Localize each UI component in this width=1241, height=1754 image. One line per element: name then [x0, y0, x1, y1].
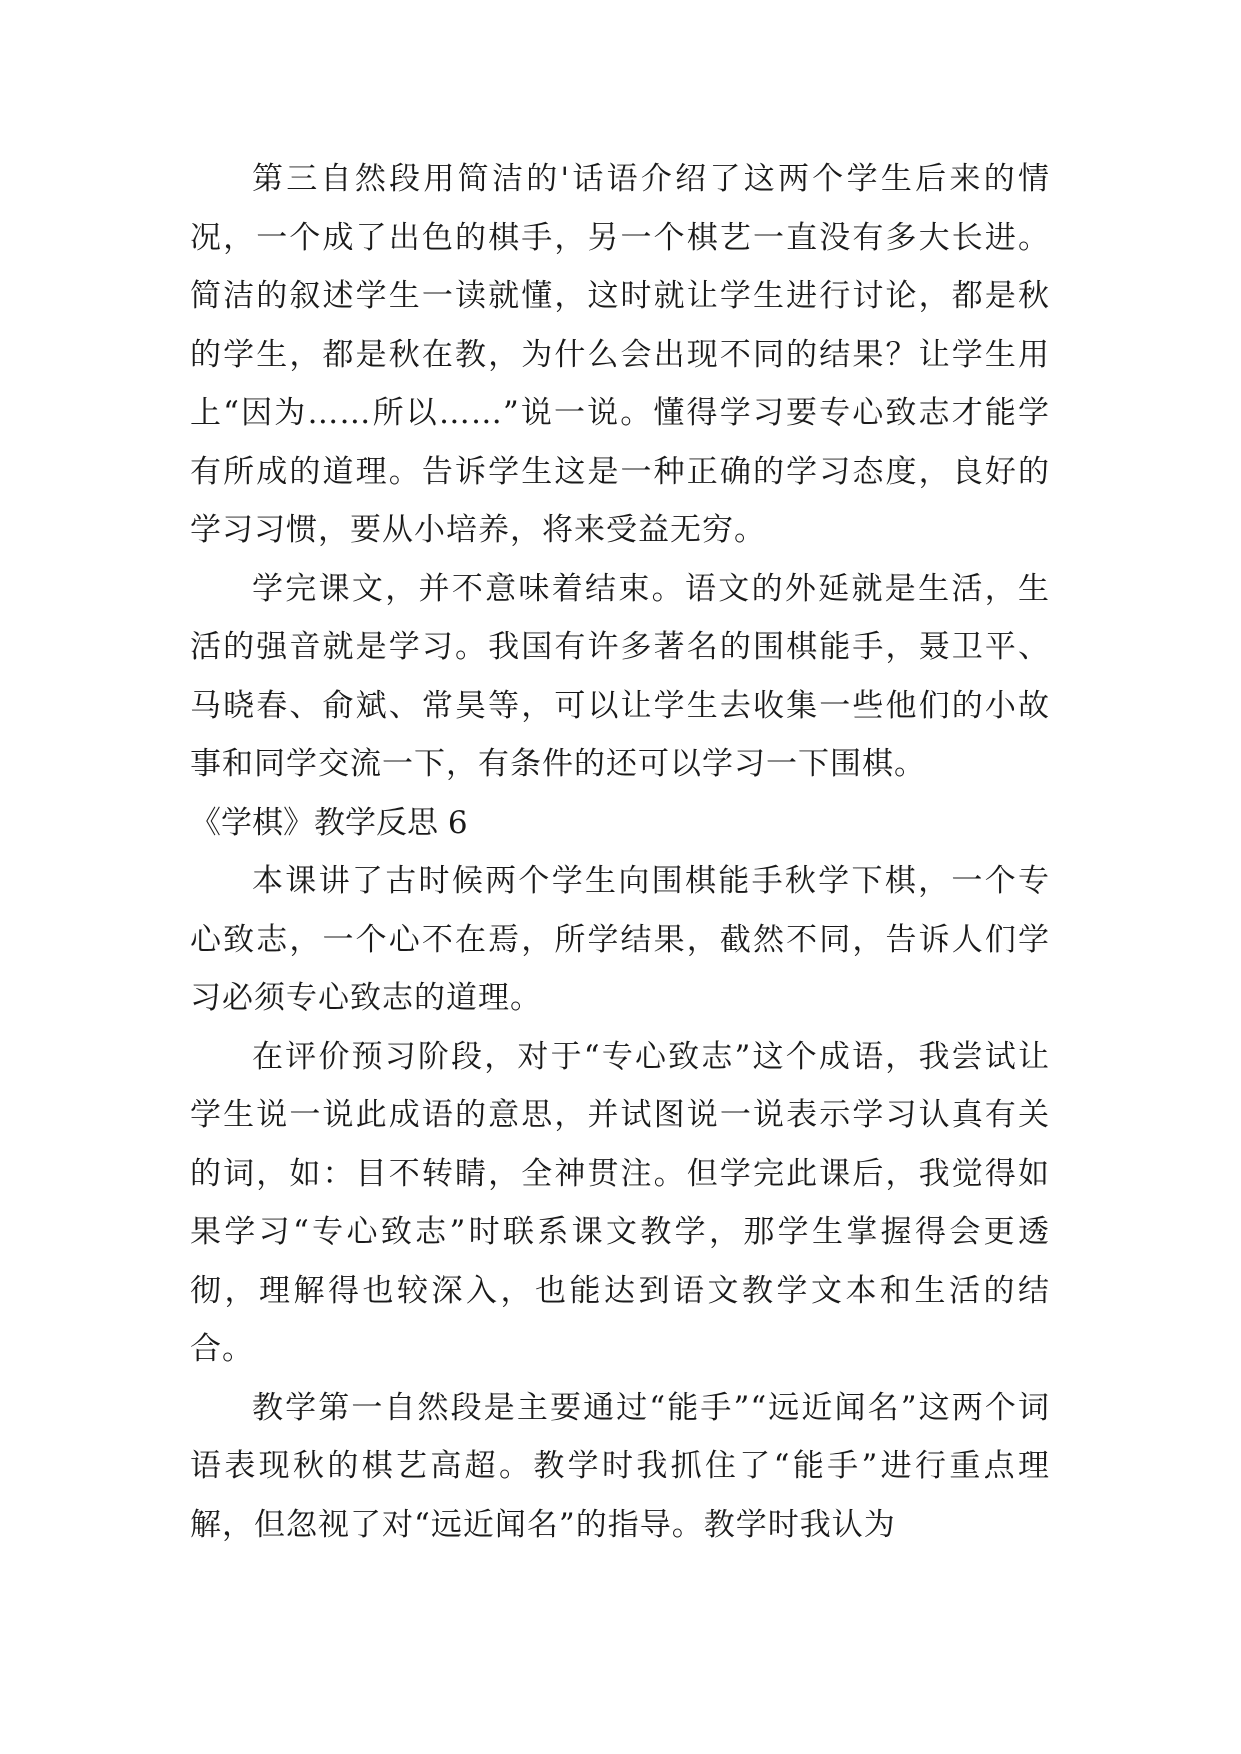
- paragraph-outcome-of-two-students: 第三自然段用简洁的'话语介绍了这两个学生后来的情况，一个成了出色的棋手，另一个棋艺一直没有多大长进。简洁的叙述学生一读就懂，这时就让学生进行讨论，都是秋的学生，都是秋在教，为什么会出现不同的结果？让学生用上“因为……所以……”说一说。懂得学习要专心致志才能学有所成的道理。告诉学生这是一种正确的学习态度，良好的学习习惯，要从小培养，将来受益无穷。: [190, 161, 1050, 548]
- document-body: [190, 150, 1050, 1554]
- section-heading: 《学棋》教学反思 6: [190, 804, 468, 841]
- paragraph-preview-stage: 在评价预习阶段，对于“专心致志”这个成语，我尝试让学生说一说此成语的意思，并试图说一说表示学习认真有关的词，如：目不转睛，全神贯注。但学完此课后，我觉得如果学习“专心致志”时联系课文教学，那学生掌握得会更透彻，理解得也较深入，也能达到语文教学文本和生活的结合。: [190, 1038, 1050, 1367]
- paragraph-first-section-teaching: 教学第一自然段是主要通过“能手”“远近闻名”这两个词语表现秋的棋艺高超。教学时我抓住了“能手”进行重点理解，但忽视了对“远近闻名”的指导。教学时我认为: [190, 1389, 1050, 1543]
- paragraph-lesson-summary: 本课讲了古时候两个学生向围棋能手秋学下棋，一个专心致志，一个心不在焉，所学结果，截然不同，告诉人们学习必须专心致志的道理。: [190, 863, 1050, 1016]
- paragraph-after-learning-text: 学完课文，并不意味着结束。语文的外延就是生活，生活的强音就是学习。我国有许多著名的围棋能手，聂卫平、马晓春、俞斌、常昊等，可以让学生去收集一些他们的小故事和同学交流一下，有条件的还可以学习一下围棋。: [190, 570, 1050, 782]
